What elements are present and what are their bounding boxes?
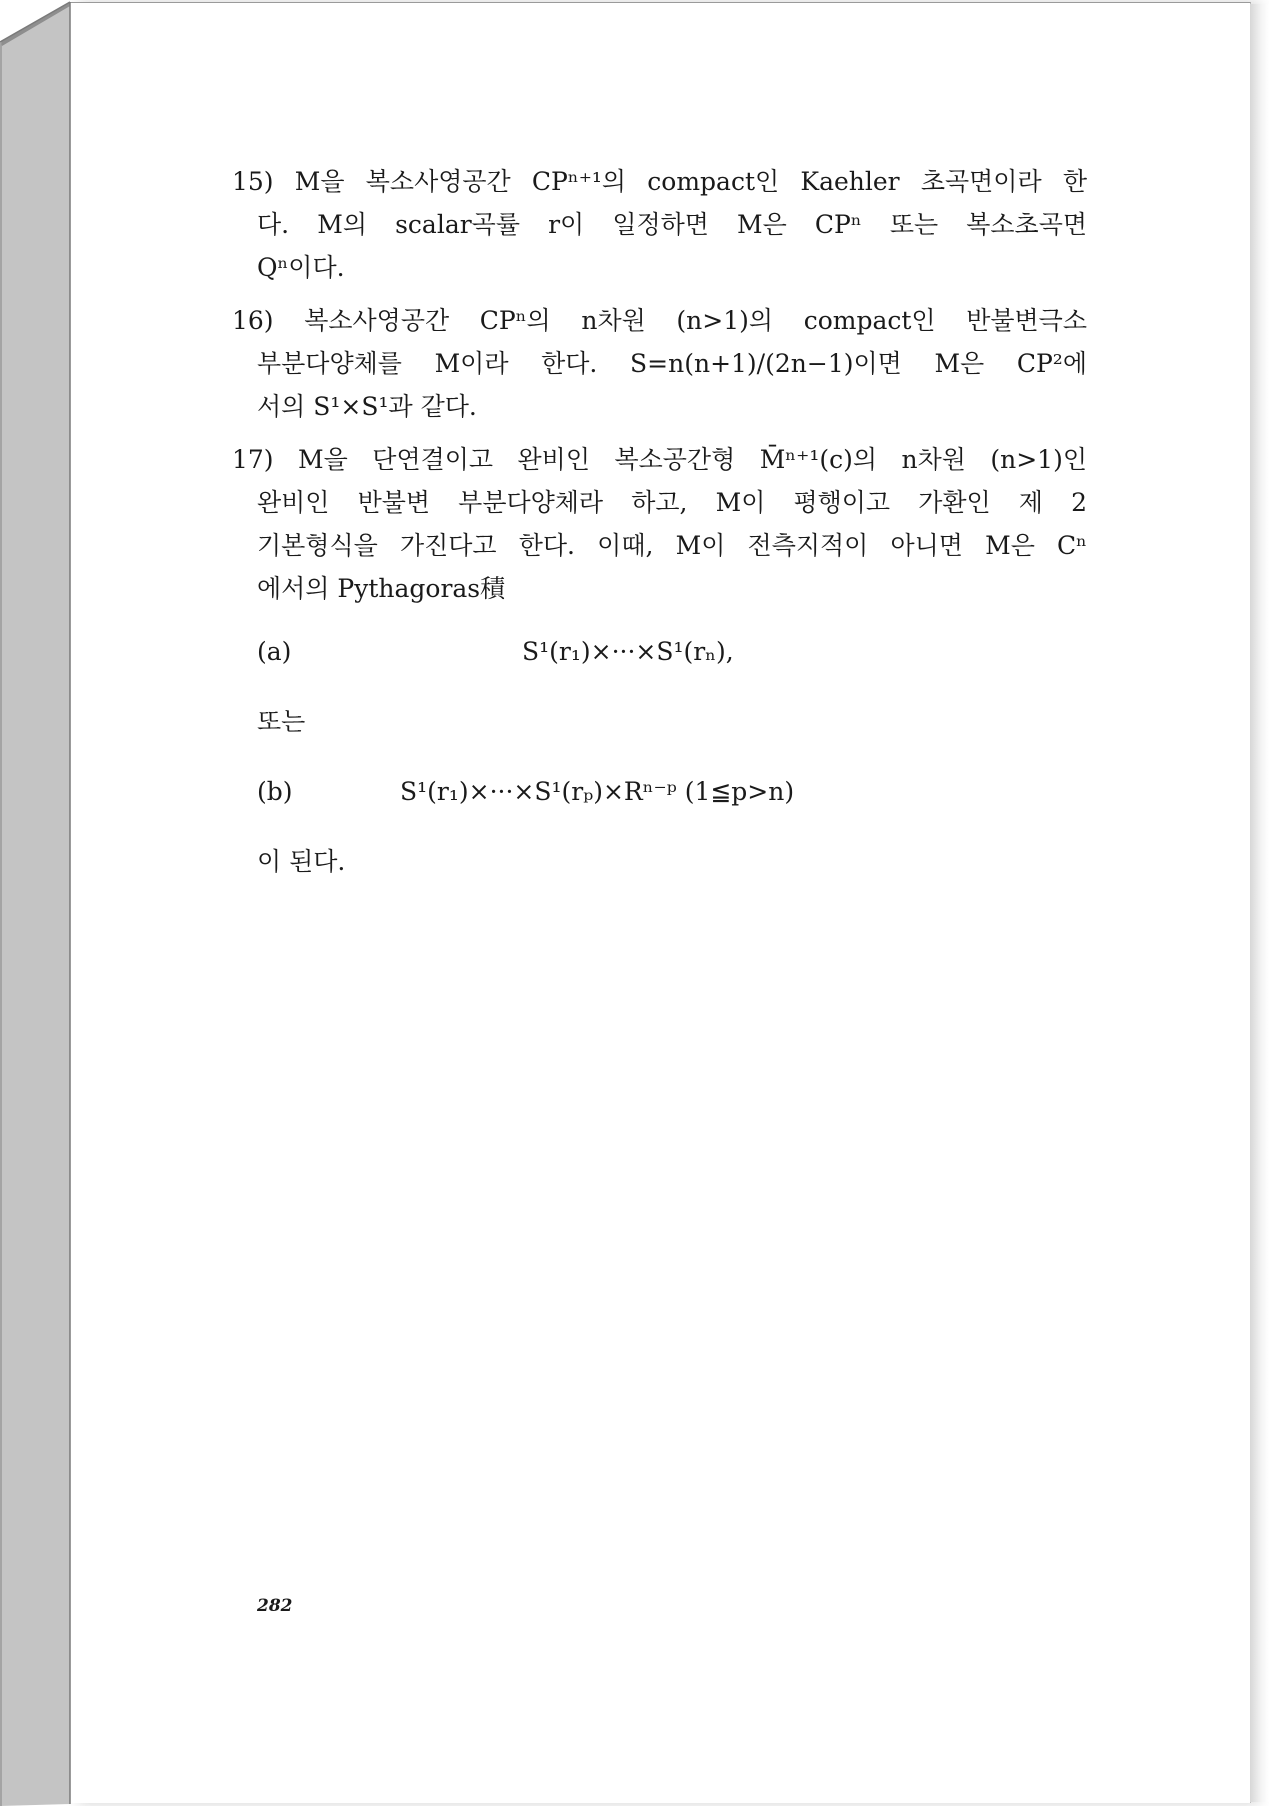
formula-a-expression: S¹(r₁)×···×S¹(rₙ), — [522, 637, 734, 666]
formula-b — [232, 764, 1087, 820]
page-number: 282 — [257, 1596, 293, 1616]
item-17-line-4: 에서의 Pythagoras積 — [257, 574, 506, 603]
item-16-line-3: 서의 S¹×S¹과 같다. — [257, 392, 477, 421]
item-17-line-2: 완비인 반불변 부분다양체라 하고, M이 평행이고 가환인 제 2 — [257, 488, 1087, 517]
item-17-line-1: 17) M을 단연결이고 완비인 복소공간형 M̄ⁿ⁺¹(c)의 n차원 (n>1)인 — [232, 445, 1087, 474]
connector-text: 또는 — [257, 707, 306, 736]
item-16-line-2: 부분다양체를 M이라 한다. S=n(n+1)/(2n−1)이면 M은 CP²에 — [257, 349, 1087, 378]
item-15-line-3: Qⁿ이다. — [257, 253, 345, 282]
item-15-line-1: 15) M을 복소사영공간 CPⁿ⁺¹의 compact인 Kaehler 초곡면이라 한 — [232, 167, 1087, 196]
item-16-line-1: 16) 복소사영공간 CPⁿ의 n차원 (n>1)의 compact인 반불변극소 — [232, 306, 1087, 335]
formula-a — [232, 624, 1087, 680]
item-15-line-2: 다. M의 scalar곡률 r이 일정하면 M은 CPⁿ 또는 복소초곡면 — [257, 210, 1087, 239]
formula-b-tag: (b) — [257, 777, 293, 806]
item-16 — [232, 299, 1087, 428]
formula-a-tag: (a) — [257, 637, 292, 666]
closing-text: 이 된다. — [257, 847, 346, 876]
item-17-line-3: 기본형식을 가진다고 한다. 이때, M이 전측지적이 아니면 M은 Cⁿ — [257, 531, 1087, 560]
item-15 — [232, 160, 1087, 289]
formula-b-expression: S¹(r₁)×···×S¹(rₚ)×Rⁿ⁻ᵖ (1≦p>n) — [400, 777, 795, 806]
item-17 — [232, 438, 1087, 610]
page-body — [232, 160, 1087, 890]
